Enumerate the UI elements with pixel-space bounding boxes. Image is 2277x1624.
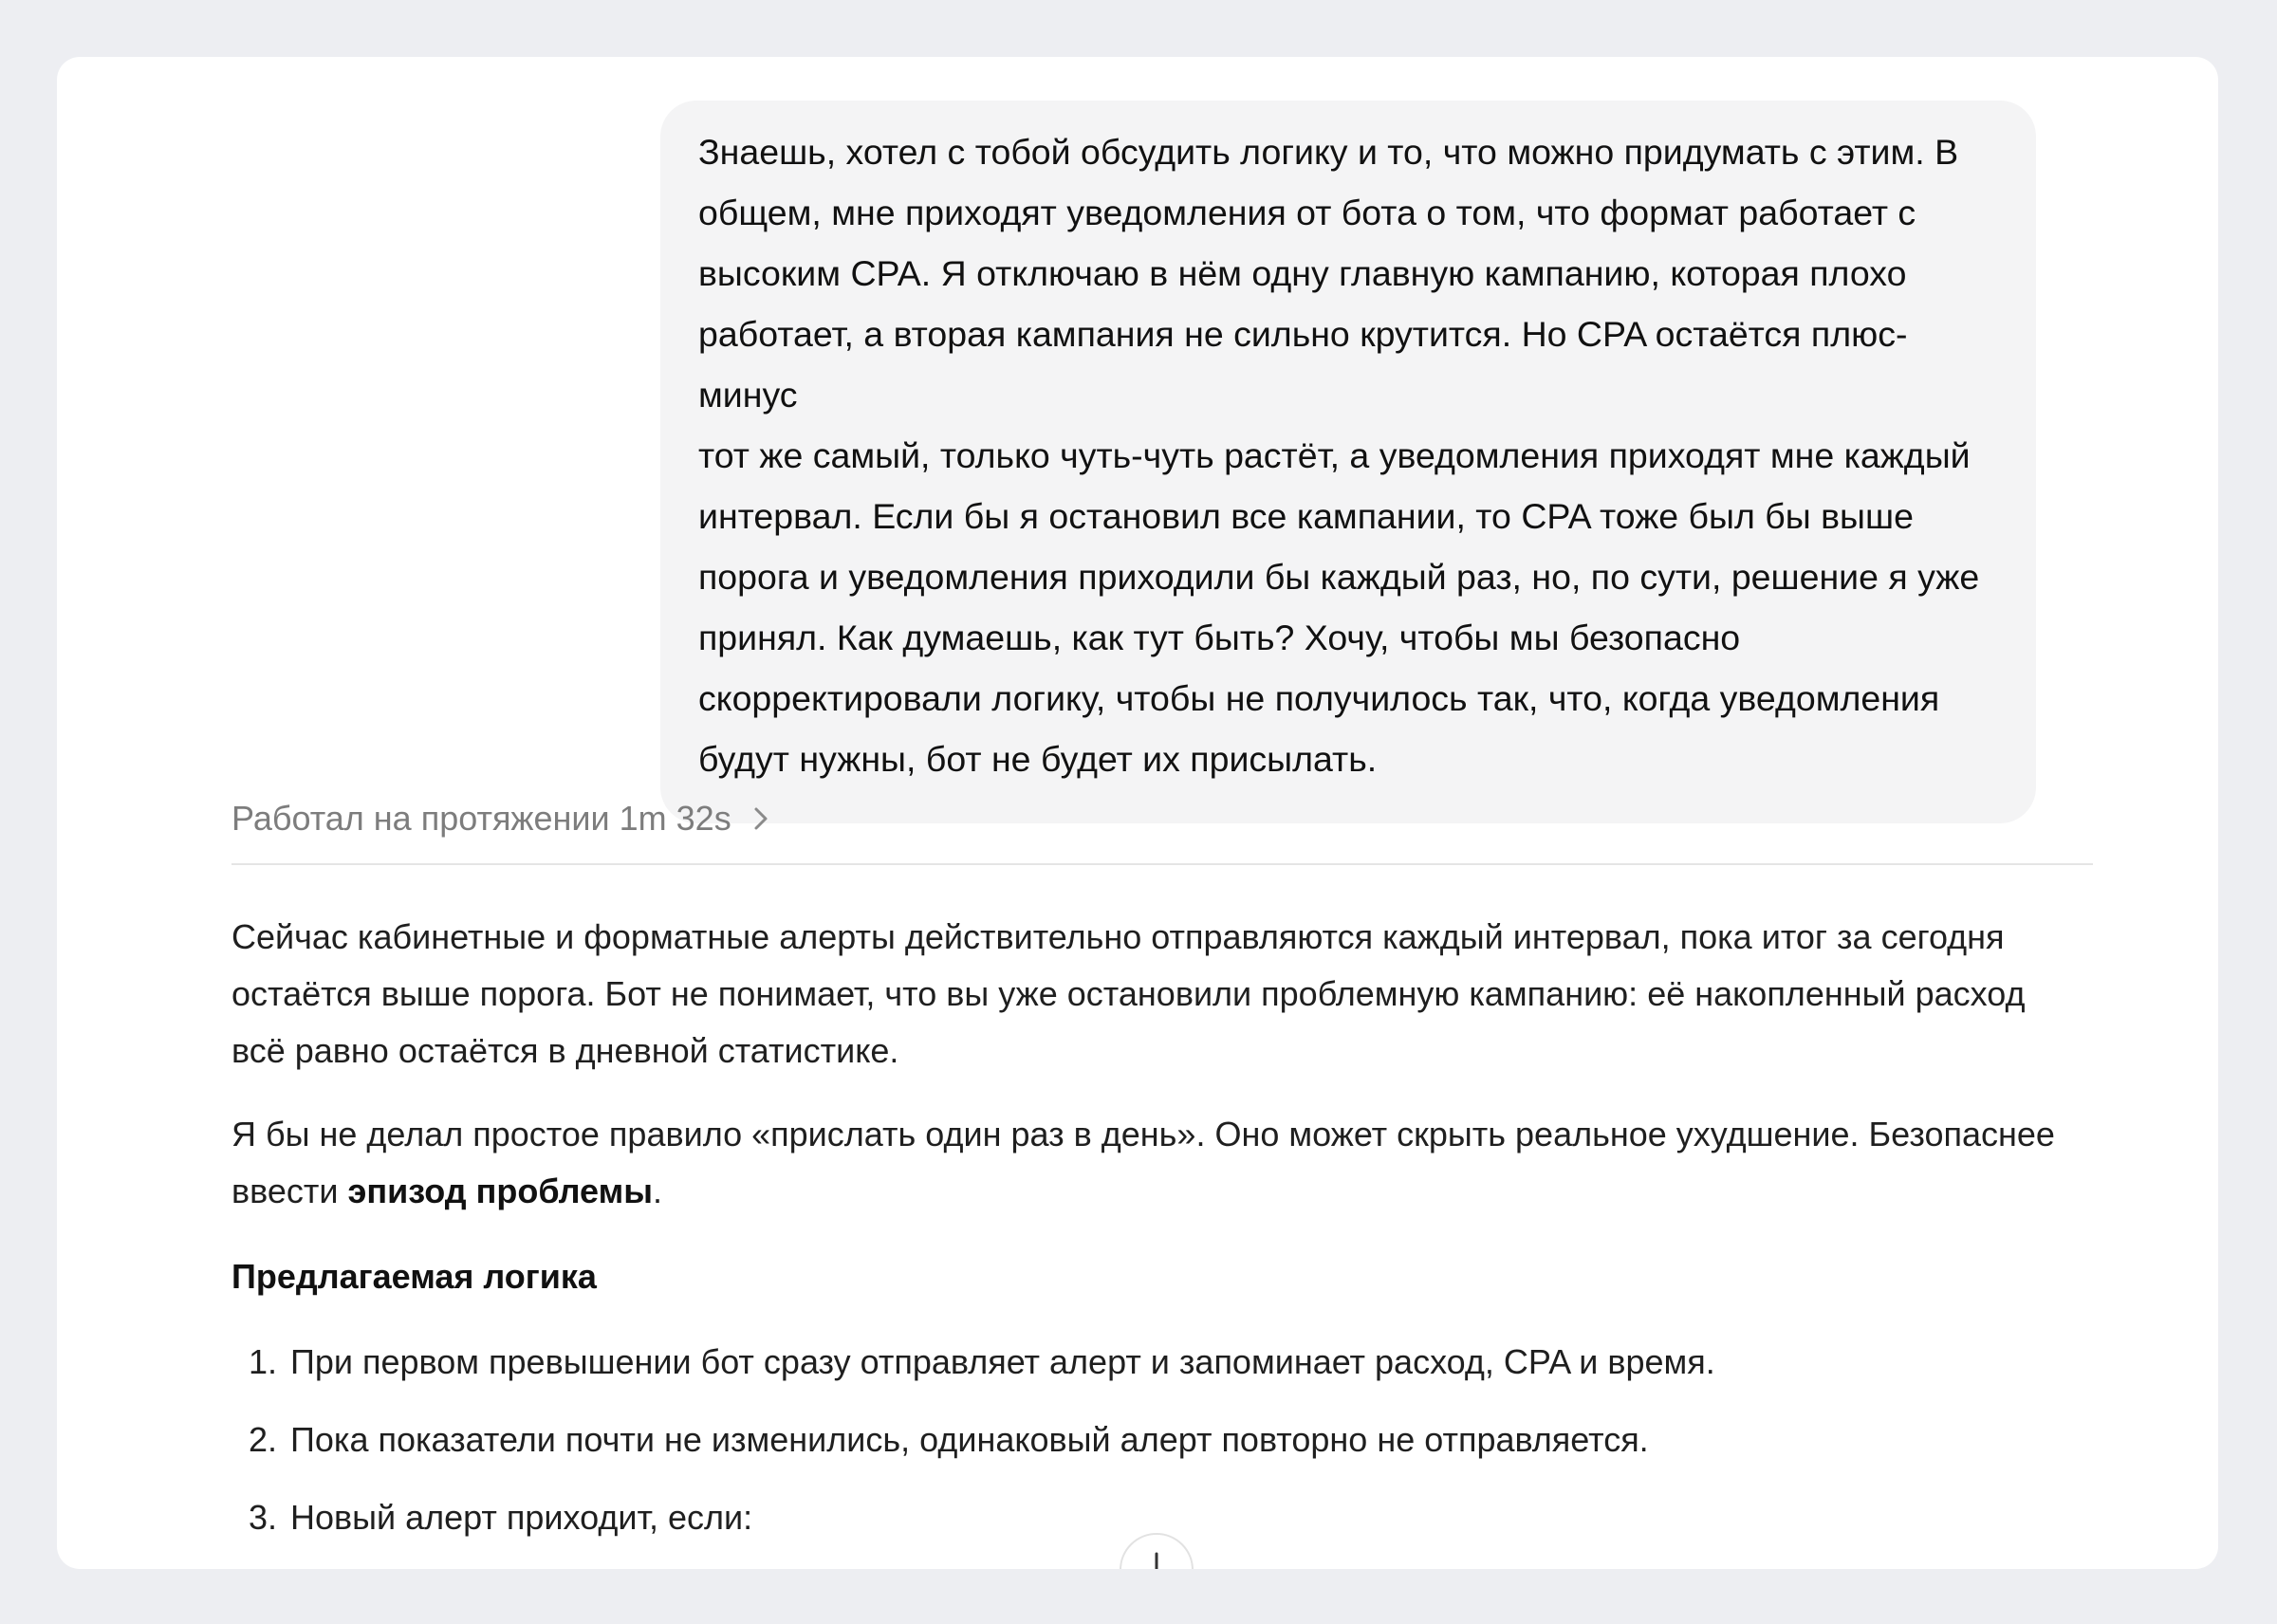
list-item-text: Пока показатели почти не изменились, одинаковый алерт повторно не отправляется.: [290, 1420, 1649, 1459]
answer-text: ввести: [231, 1172, 348, 1210]
answer-paragraph: [231, 909, 2110, 1080]
user-message-line: порога и уведомления приходили бы каждый раз, но, по сути, решение я уже: [698, 557, 1980, 597]
answer-bold-text: эпизод проблемы: [347, 1172, 653, 1210]
answer-line: остаётся выше порога. Бот не понимает, что вы уже остановили проблемную кампанию: её накопленный расход: [231, 974, 2026, 1013]
list-item: [231, 1412, 2110, 1468]
chevron-right-icon: [750, 805, 771, 832]
user-message-line: высоким CPA. Я отключаю в нём одну главную кампанию, которая плохо: [698, 253, 1907, 293]
list-item-number: 2.: [248, 1420, 277, 1459]
thinking-duration-toggle[interactable]: [231, 799, 771, 839]
user-message-line: тот же самый, только чуть-чуть растёт, а уведомления приходят мне каждый: [698, 435, 1971, 475]
list-item-text: При первом превышении бот сразу отправляет алерт и запоминает расход, CPA и время.: [290, 1342, 1715, 1381]
answer-text: .: [652, 1172, 662, 1210]
thinking-duration-label: Работал на протяжении 1m 32s: [231, 799, 731, 838]
list-item-number: 3.: [248, 1498, 277, 1537]
list-item-text: Новый алерт приходит, если:: [290, 1498, 753, 1537]
assistant-message: [231, 909, 2110, 1567]
user-message-line: принял. Как думаешь, как тут быть? Хочу, чтобы мы безопасно: [698, 618, 1741, 657]
divider: [231, 863, 2093, 865]
answer-paragraph: [231, 1106, 2110, 1220]
answer-line: Сейчас кабинетные и форматные алерты действительно отправляются каждый интервал, пока итог за сегодня: [231, 917, 2005, 956]
user-message-line: интервал. Если бы я остановил все кампании, то CPA тоже был бы выше: [698, 496, 1914, 536]
section-heading: Предлагаемая логика: [231, 1257, 597, 1296]
user-message-bubble: [660, 101, 2036, 823]
list-item-number: 1.: [248, 1342, 277, 1381]
user-message-line: Знаешь, хотел с тобой обсудить логику и то, что можно придумать с этим. В: [698, 132, 1959, 172]
answer-line: Я бы не делал простое правило «прислать один раз в день». Оно может скрыть реальное ухудшение. Безопаснее: [231, 1115, 2055, 1153]
arrow-down-icon: [1147, 1552, 1166, 1569]
list-item: [231, 1334, 2110, 1391]
answer-line: всё равно остаётся в дневной статистике.: [231, 1031, 899, 1070]
user-message-line: скорректировали логику, чтобы не получилось так, что, когда уведомления: [698, 678, 1940, 718]
logic-list: [231, 1334, 2110, 1546]
user-message-line: работает, а вторая кампания не сильно крутится. Но CPA остаётся плюс-минус: [698, 314, 1908, 415]
chat-panel: [57, 57, 2218, 1569]
user-message-line: будут нужны, бот не будет их присылать.: [698, 739, 1378, 779]
user-message-line: общем, мне приходят уведомления от бота о том, что формат работает с: [698, 193, 1916, 232]
